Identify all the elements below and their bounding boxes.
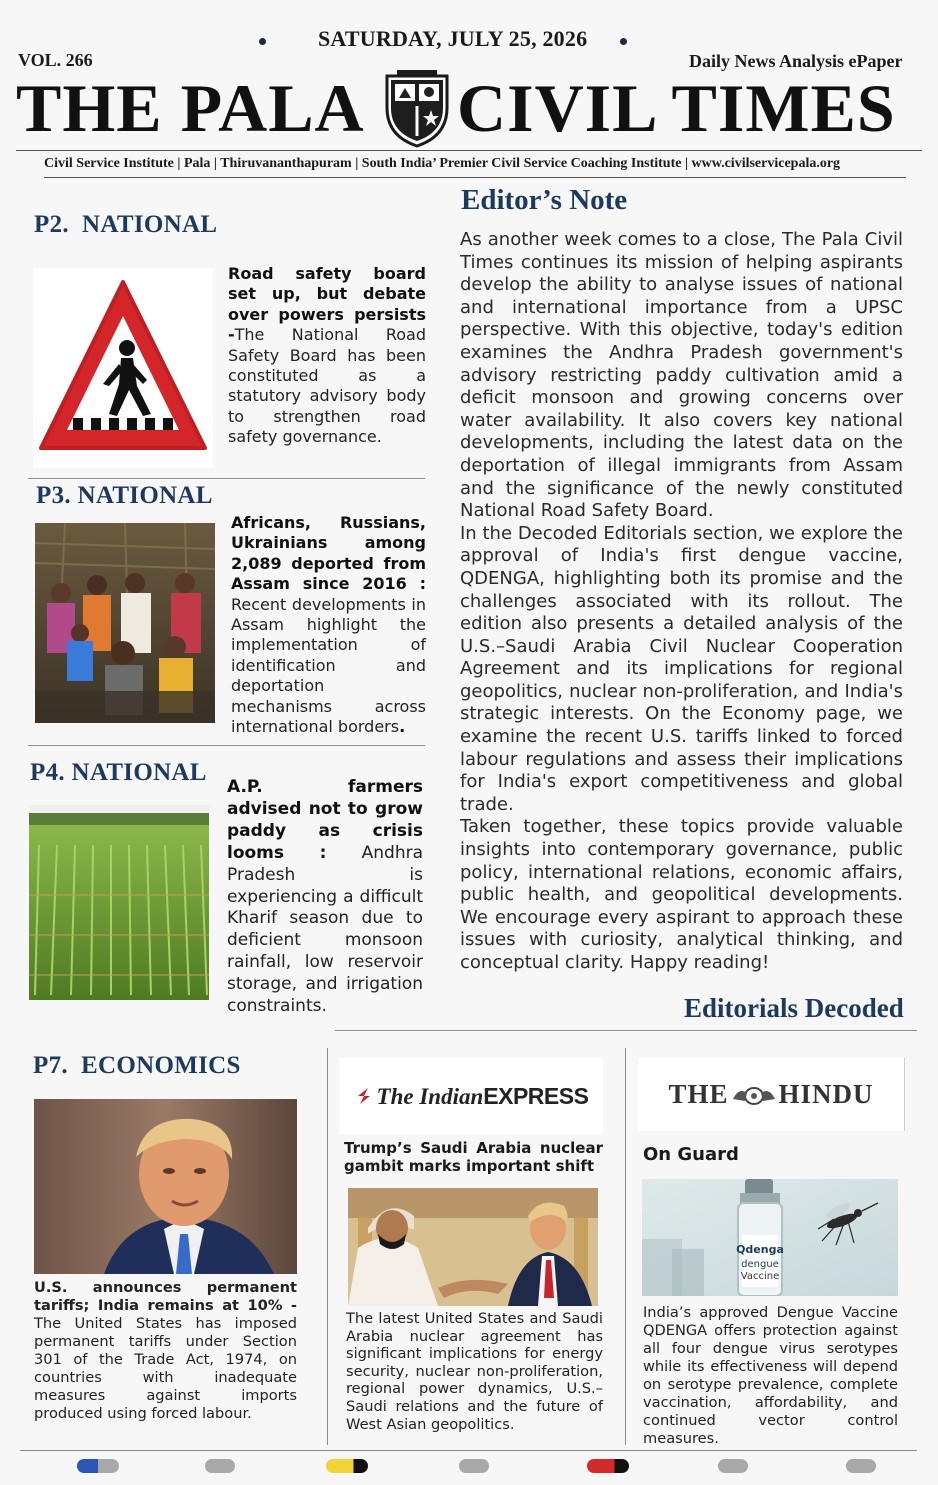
hindu-logo-left: THE (668, 1079, 729, 1109)
footer-pill-6 (718, 1459, 748, 1473)
footer-pill-7 (846, 1459, 876, 1473)
editors-note-paragraph-1: As another week comes to a close, The Pala Civil Times continues its mission of helping aspirants develop the ability to analyse issues of national and international importance from a UPSC perspective. With this objective, today's edition examines the Andhra Pradesh government's advisory restricting paddy cultivation amid a deficit monsoon and growing concerns over water availability. It also covers key national developments, including the latest data on the deportation of illegal immigrants from Assam and the significance of the newly constituted National Road Safety Board. (460, 229, 903, 522)
headline-p7: U.S. announces permanent tariffs; India remains at 10% - (34, 1279, 297, 1314)
story-p2 (228, 264, 426, 448)
headline-p4: A.P. farmers advised not to grow paddy as crisis looms : (227, 777, 423, 863)
indian-express-logo (339, 1058, 603, 1134)
saudi-us-leaders-photo (348, 1188, 598, 1306)
masthead-rule-bottom (44, 177, 906, 178)
section-label-p3: P3. NATIONAL (36, 482, 213, 509)
hindu-logo-right: HINDU (778, 1079, 874, 1109)
the-hindu-logo (638, 1058, 905, 1131)
masthead-title-right: CIVIL TIMES (457, 70, 896, 146)
footer-pill-2 (205, 1459, 235, 1473)
body-p3: Recent developments in Assam highlight the implementation of identification and deportation mechanisms across international borders (231, 594, 426, 737)
body-p3-end: . (399, 717, 406, 737)
section-label-p2: P2. NATIONAL (34, 211, 218, 238)
indian-express-logo-bold: EXPRESS (483, 1082, 589, 1109)
divider-p3-p4 (28, 745, 425, 746)
volume-number: VOL. 266 (18, 50, 93, 70)
editorials-decoded-title: Editorials Decoded (684, 993, 904, 1023)
body-p7: The United States has imposed permanent tariffs under Section 301 of the Trade Act, 1974, on countries with inadequate measures against imports produced using forced labour. (34, 1315, 297, 1422)
masthead-rule-top (16, 150, 922, 151)
body-p4: Andhra Pradesh is experiencing a difficult Kharif season due to deficient monsoon rainfall, low reservoir storage, and irrigation constraints. (227, 842, 423, 1017)
body-indian-express: The latest United States and Saudi Arabia nuclear agreement has significant implications for energy security, nuclear non-proliferation, regional power dynamics, U.S.–Saudi relations and the future of West Asian geopolitics. (346, 1310, 603, 1433)
deportees-group-photo (35, 523, 215, 723)
footer-pill-blue (77, 1459, 119, 1473)
pedestrian-warning-sign-image (33, 268, 213, 468)
dengue-vaccine-photo (642, 1179, 898, 1296)
editors-note-paragraph-3: Taken together, these topics provide valuable insights into contemporary governance, public policy, international relations, economic affairs, public health, and geopolitical developments. We encourage every aspirant to approach these issues with curiosity, analytical thinking, and conceptual clarity. Happy reading! (460, 816, 903, 973)
vial-label-line-2: dengue (741, 1259, 779, 1270)
headline-p2: Road safety board set up, but debate over powers persists - (228, 264, 426, 345)
divider-editorials (335, 1030, 917, 1031)
vial-label-line-3: Vaccine (740, 1271, 780, 1282)
section-label-p4: P4. NATIONAL (30, 759, 207, 786)
edition-label: Daily News Analysis ePaper (689, 51, 903, 71)
story-p3 (231, 513, 426, 737)
footer-rule (20, 1450, 917, 1451)
body-p2: The National Road Safety Board has been constituted as a statutory advisory body to strengthen road safety governance. (228, 325, 426, 447)
hindu-crest-icon (731, 1083, 777, 1107)
footer-pill-yellow (326, 1459, 368, 1473)
footer-pill-red (587, 1459, 629, 1473)
column-divider-left (327, 1048, 328, 1445)
masthead-title-left: THE PALA (16, 70, 365, 146)
crest-emblem-icon (383, 66, 451, 148)
headline-the-hindu: On Guard (643, 1144, 739, 1165)
editors-note-body (460, 229, 903, 975)
issue-date: SATURDAY, JULY 25, 2026 (318, 26, 588, 51)
headline-indian-express: Trump’s Saudi Arabia nuclear gambit marks important shift (344, 1139, 603, 1175)
headline-p3: Africans, Russians, Ukrainians among 2,089 deported from Assam since 2016 : (231, 513, 426, 594)
date-dot-right (620, 38, 627, 45)
indian-express-mark-icon (354, 1086, 374, 1106)
editors-note-title: Editor’s Note (461, 184, 628, 216)
story-p4 (227, 777, 423, 1018)
indian-express-logo-main: The Indian (376, 1083, 484, 1109)
vial-label-line-1: Qdenga (736, 1243, 784, 1256)
divider-p2-p3 (28, 478, 425, 479)
section-label-p7: P7. ECONOMICS (33, 1052, 241, 1079)
institute-tagline: Civil Service Institute | Pala | Thiruvananthapuram | South India’ Premier Civil Service Coaching Institute | www.civilservicepala.org (44, 156, 841, 171)
story-p7 (34, 1279, 297, 1423)
column-divider-right (625, 1048, 626, 1445)
footer-pill-4 (459, 1459, 489, 1473)
indian-express-wordmark (377, 1083, 589, 1110)
trump-portrait-photo (34, 1099, 297, 1274)
date-dot-left (259, 38, 266, 45)
body-the-hindu: India’s approved Dengue Vaccine QDENGA offers protection against all four dengue virus serotypes while its effectiveness will depend on serotype prevalence, complete vaccination, affordability, and continued vector control measures. (643, 1304, 898, 1447)
paddy-field-photo (29, 805, 209, 1000)
editors-note-paragraph-2: In the Decoded Editorials section, we explore the approval of India's first dengue vaccine, QDENGA, highlighting both its promise and the challenges associated with its rollout. The edition also presents a detailed analysis of the U.S.–Saudi Arabia Civil Nuclear Cooperation Agreement and its implications for regional geopolitics, nuclear non-proliferation, and India's strategic interests. On the Economy page, we examine the recent U.S. tariffs linked to forced labour regulations and assess their implications for India's export competitiveness and global trade. (460, 522, 903, 815)
